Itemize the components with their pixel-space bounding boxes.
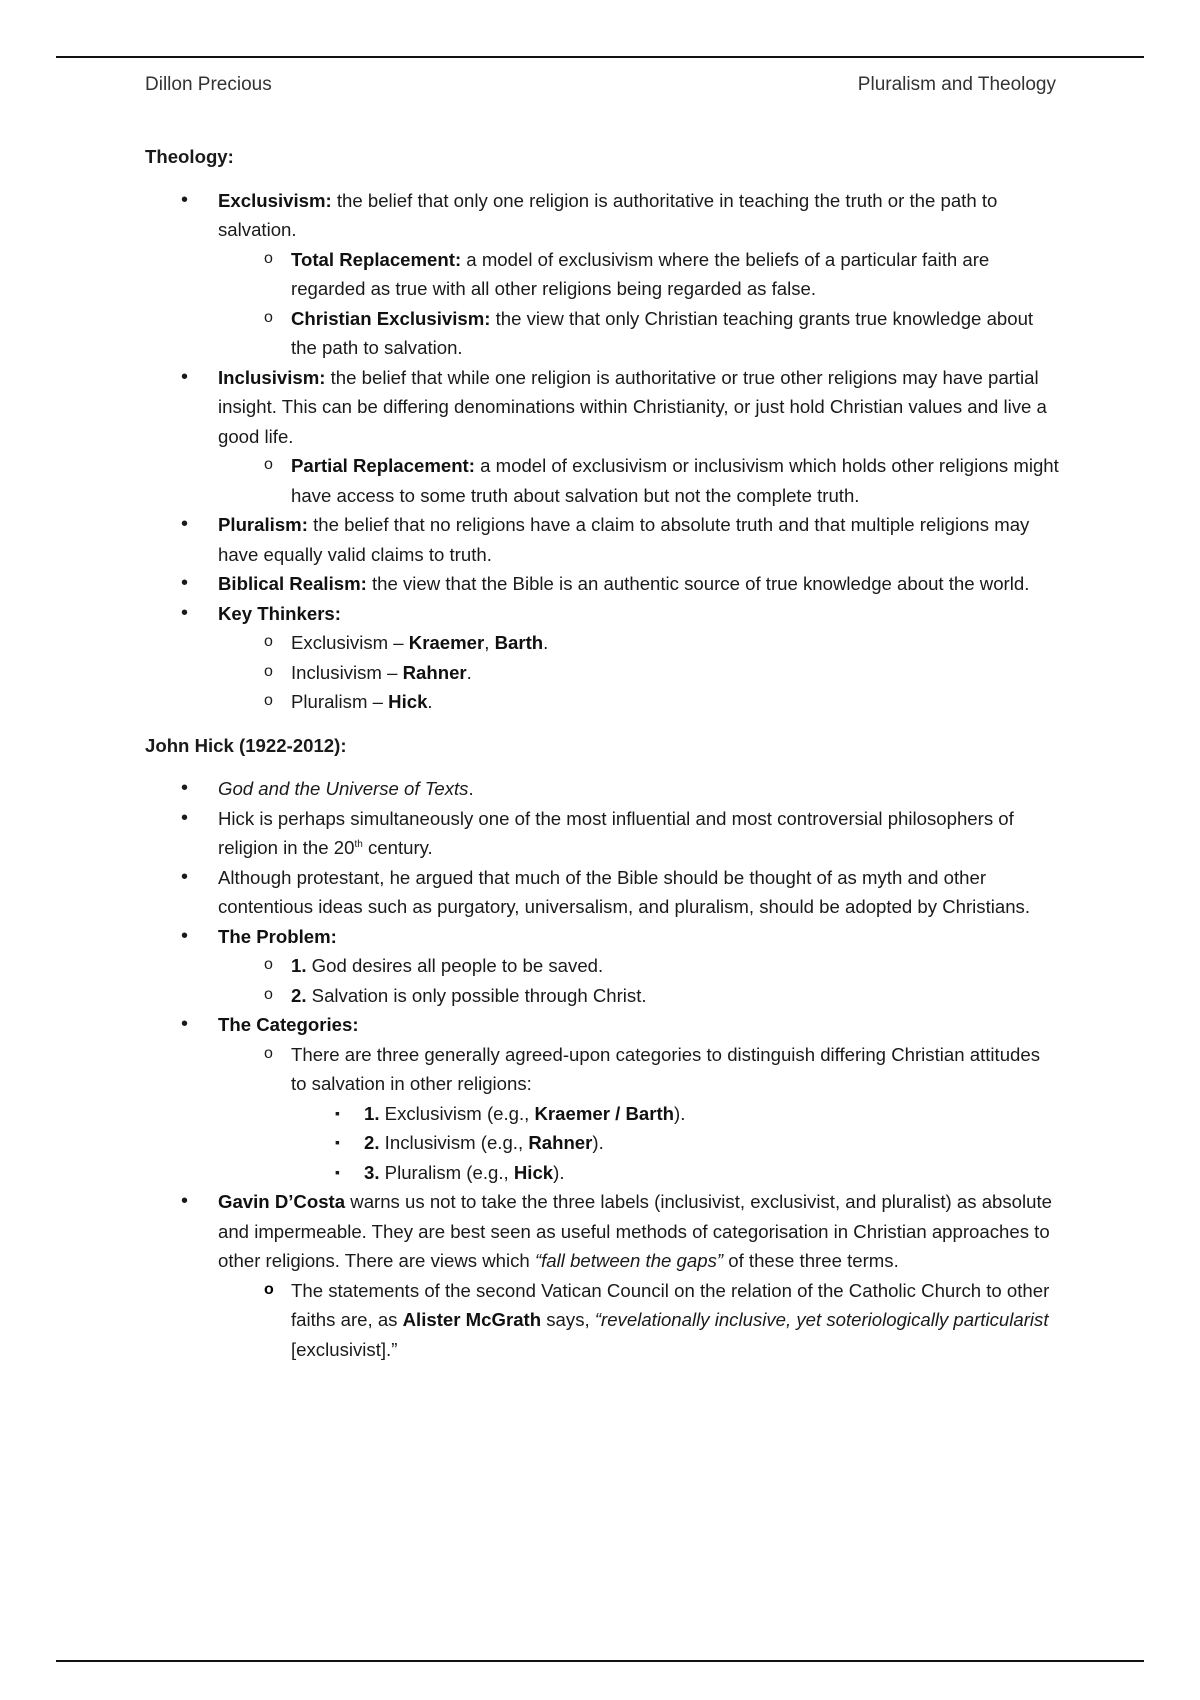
hick-list	[145, 774, 1060, 1364]
category-2: ▪ 2. Inclusivism (e.g., Rahner).	[291, 1128, 1060, 1158]
list-item-influential: • Hick is perhaps simultaneously one of the most influential and most controversial philosophers of religion in the 20th century.	[145, 804, 1060, 863]
list-item-partial-replacement: o Partial Replacement: a model of exclusivism or inclusivism which holds other religions might have access to some truth about salvation but not the complete truth.	[218, 451, 1060, 510]
document-body	[145, 132, 1060, 1364]
list-item-inclusivism: • Inclusivism: the belief that while one religion is authoritative or true other religions may have partial insight. This can be differing denominations within Christianity, or just hold Christian values and live a good life. o Partial Replacement: a model of exclusivism or inclusivism which holds other religions might have access to some truth about salvation but not the complete truth.	[145, 363, 1060, 511]
key-thinker-inclusivism: o Inclusivism – Rahner.	[218, 658, 1060, 688]
key-thinker-pluralism: o Pluralism – Hick.	[218, 687, 1060, 717]
problem-point-2: o 2. Salvation is only possible through Christ.	[218, 981, 1060, 1011]
theology-list	[145, 186, 1060, 717]
list-item-exclusivism: • Exclusivism: the belief that only one religion is authoritative in teaching the truth or the path to salvation. o Total Replacement: a model of exclusivism where the beliefs of a particular faith are regarded as true with all other religions being regarded as false. o Christian Exclusivism: the view that only Christian teaching grants true knowledge about the path to salvation.	[145, 186, 1060, 363]
problem-point-1: o 1. God desires all people to be saved.	[218, 951, 1060, 981]
key-thinker-exclusivism: o Exclusivism – Kraemer, Barth.	[218, 628, 1060, 658]
list-item-protestant: • Although protestant, he argued that much of the Bible should be thought of as myth and other contentious ideas such as purgatory, universalism, and pluralism, should be adopted by Christians.	[145, 863, 1060, 922]
footer-rule	[56, 1660, 1144, 1662]
header-rule	[56, 56, 1144, 58]
header-doc-title: Pluralism and Theology	[857, 74, 1056, 95]
list-item-dcosta: • Gavin D’Costa warns us not to take the three labels (inclusivist, exclusivist, and pluralist) as absolute and impermeable. They are best seen as useful methods of categorisation in Christian approaches to other religions. There are views which “fall between the gaps” of these three terms. o The statements of the second Vatican Council on the relation of the Catholic Church to other faiths are, as Alister McGrath says, “revelationally inclusive, yet soteriologically particularist [exclusivist].”	[145, 1187, 1060, 1364]
category-3: ▪ 3. Pluralism (e.g., Hick).	[291, 1158, 1060, 1188]
list-item-christian-exclusivism: o Christian Exclusivism: the view that only Christian teaching grants true knowledge about the path to salvation.	[218, 304, 1060, 363]
categories-intro: o There are three generally agreed-upon categories to distinguish differing Christian attitudes to salvation in other religions: ▪ 1. Exclusivism (e.g., Kraemer / Barth). ▪ 2. Inclusivism (e.g., Rahner). ▪ 3. Pluralism (e.g., Hick).	[218, 1040, 1060, 1188]
theology-heading: Theology:	[145, 146, 234, 167]
list-item-key-thinkers: • Key Thinkers: o Exclusivism – Kraemer, Barth. o Inclusivism – Rahner. o Pluralism – Hick.	[145, 599, 1060, 717]
list-item-problem: • The Problem: o 1. God desires all people to be saved. o 2. Salvation is only possible through Christ.	[145, 922, 1060, 1011]
list-item-total-replacement: o Total Replacement: a model of exclusivism where the beliefs of a particular faith are regarded as true with all other religions being regarded as false.	[218, 245, 1060, 304]
list-item-categories: • The Categories: o There are three generally agreed-upon categories to distinguish differing Christian attitudes to salvation in other religions: ▪ 1. Exclusivism (e.g., Kraemer / Barth). ▪ 2. Inclusivism (e.g., Rahner). ▪ 3. Pluralism (e.g., Hick).	[145, 1010, 1060, 1187]
list-item-vatican: o The statements of the second Vatican Council on the relation of the Catholic Church to other faiths are, as Alister McGrath says, “revelationally inclusive, yet soteriologically particularist [exclusivist].”	[218, 1276, 1060, 1365]
category-1: ▪ 1. Exclusivism (e.g., Kraemer / Barth).	[291, 1099, 1060, 1129]
list-item-pluralism: • Pluralism: the belief that no religions have a claim to absolute truth and that multiple religions may have equally valid claims to truth.	[145, 510, 1060, 569]
list-item-book: • God and the Universe of Texts.	[145, 774, 1060, 804]
list-item-biblical-realism: • Biblical Realism: the view that the Bible is an authentic source of true knowledge about the world.	[145, 569, 1060, 599]
header-author: Dillon Precious	[145, 74, 272, 95]
hick-heading: John Hick (1922-2012):	[145, 734, 347, 756]
